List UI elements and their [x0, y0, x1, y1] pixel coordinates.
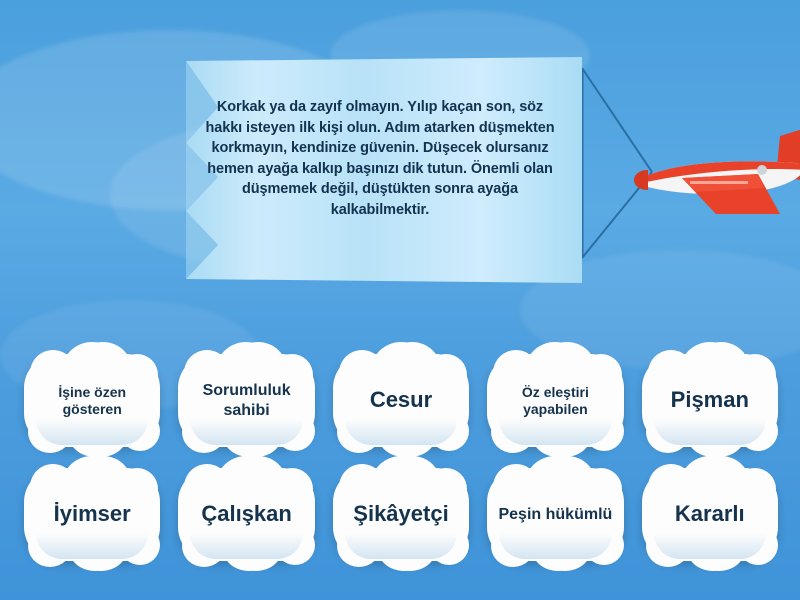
answer-card[interactable] [22, 348, 162, 453]
cloud-bump [580, 468, 622, 510]
cloud-shading [654, 419, 766, 445]
answer-card-label: Öz eleştiri yapabilen [521, 383, 589, 417]
cloud-shading [499, 419, 611, 445]
answer-card[interactable] [331, 348, 471, 453]
answer-card-label: Peşin hükümlü [498, 505, 613, 523]
red-airplane-icon [630, 118, 800, 238]
answer-card[interactable] [331, 462, 471, 567]
answer-card[interactable] [176, 348, 316, 453]
cloud-shading [190, 533, 302, 559]
answer-card-label: Kararlı [674, 501, 745, 527]
answer-card-label: Şikâyetçi [353, 501, 449, 527]
answer-card-label: Sorumluluk sahibi [202, 382, 291, 419]
banner-message: Korkak ya da zayıf olmayın. Yılıp kaçan son, söz hakkı isteyen ilk kişi olun. Adım atarken düşmekten korkmayın, kendinize güvenin. Düşecek olursanız hemen ayağa kalkıp başınızı dik tutun. Önemli olan düşmemek değil, düştükten sonra ayağa kalkabilmektir. [205, 99, 555, 218]
banner [170, 55, 600, 285]
answer-card[interactable] [640, 462, 780, 567]
answer-card[interactable] [485, 462, 625, 567]
cloud-shading [36, 533, 148, 559]
cloud-shading [345, 419, 457, 445]
answer-card[interactable] [22, 462, 162, 567]
cloud-shading [36, 419, 148, 445]
answer-cards-grid [22, 348, 780, 567]
answer-card[interactable] [176, 462, 316, 567]
cloud-shading [654, 533, 766, 559]
cloud-shading [190, 419, 302, 445]
answer-card-label: Cesur [369, 387, 433, 413]
answer-card-label: Çalışkan [201, 501, 292, 527]
answer-card[interactable] [485, 348, 625, 453]
answer-card[interactable] [640, 348, 780, 453]
cloud-shading [345, 533, 457, 559]
answer-card-label: İyimser [53, 501, 131, 527]
answer-card-label: İşine özen gösteren [58, 383, 127, 417]
answer-card-label: Pişman [670, 387, 749, 413]
cloud-shading [499, 533, 611, 559]
